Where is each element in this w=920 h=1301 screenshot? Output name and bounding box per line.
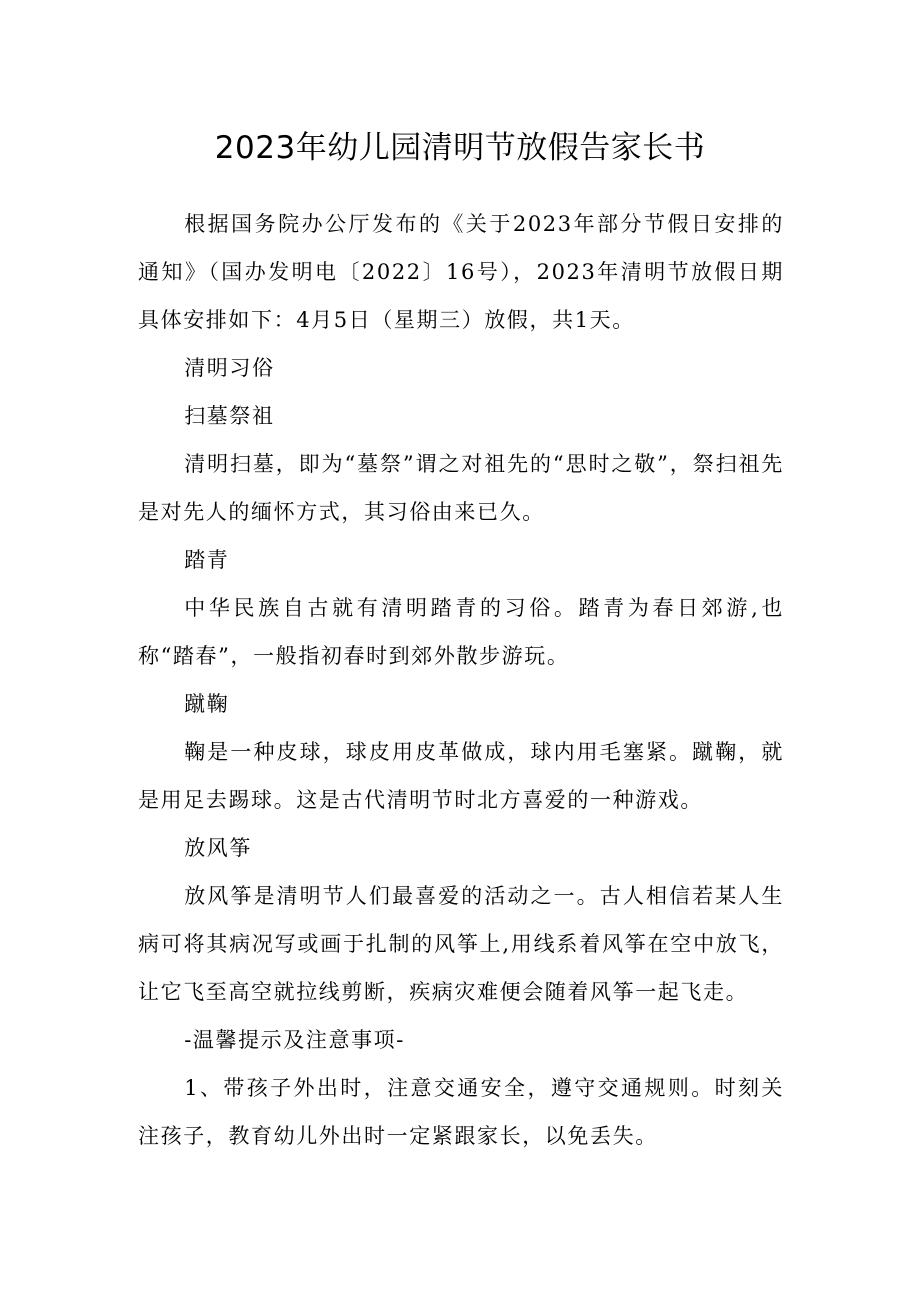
document-body — [138, 200, 784, 1160]
subheading-kite: 放风筝 — [184, 836, 252, 860]
subheading-tomb-sweeping: 扫墓祭祖 — [184, 404, 275, 428]
tip-item-1: 1、带孩子外出时，注意交通安全，遵守交通规则。时刻关注孩子，教育幼儿外出时一定紧跟家长，以免丢失。 — [138, 1076, 784, 1148]
subheading-cuju: 蹴鞠 — [184, 692, 230, 716]
intro-paragraph: 根据国务院办公厅发布的《关于2023年部分节假日安排的通知》（国办发明电〔2022〕16号），2023年清明节放假日期具体安排如下：4月5日（星期三）放假，共1天。 — [138, 212, 784, 332]
section-heading-tips: -温馨提示及注意事项- — [184, 1028, 405, 1052]
cuju-paragraph: 鞠是一种皮球，球皮用皮革做成，球内用毛塞紧。蹴鞠，就是用足去踢球。这是古代清明节时北方喜爱的一种游戏。 — [138, 740, 784, 812]
subheading-outing: 踏青 — [184, 548, 230, 572]
kite-paragraph: 放风筝是清明节人们最喜爱的活动之一。古人相信若某人生病可将其病况写或画于扎制的风筝上,用线系着风筝在空中放飞，让它飞至高空就拉线剪断，疾病灾难便会随着风筝一起飞走。 — [138, 884, 784, 1004]
tomb-sweeping-paragraph: 清明扫墓，即为“墓祭”谓之对祖先的“思时之敬”，祭扫祖先是对先人的缅怀方式，其习俗由来已久。 — [138, 452, 784, 524]
outing-paragraph: 中华民族自古就有清明踏青的习俗。踏青为春日郊游,也称“踏春”，一般指初春时到郊外散步游玩。 — [138, 596, 784, 668]
section-heading-customs: 清明习俗 — [184, 356, 275, 380]
document-title: 2023年幼儿园清明节放假告家长书 — [214, 130, 706, 166]
